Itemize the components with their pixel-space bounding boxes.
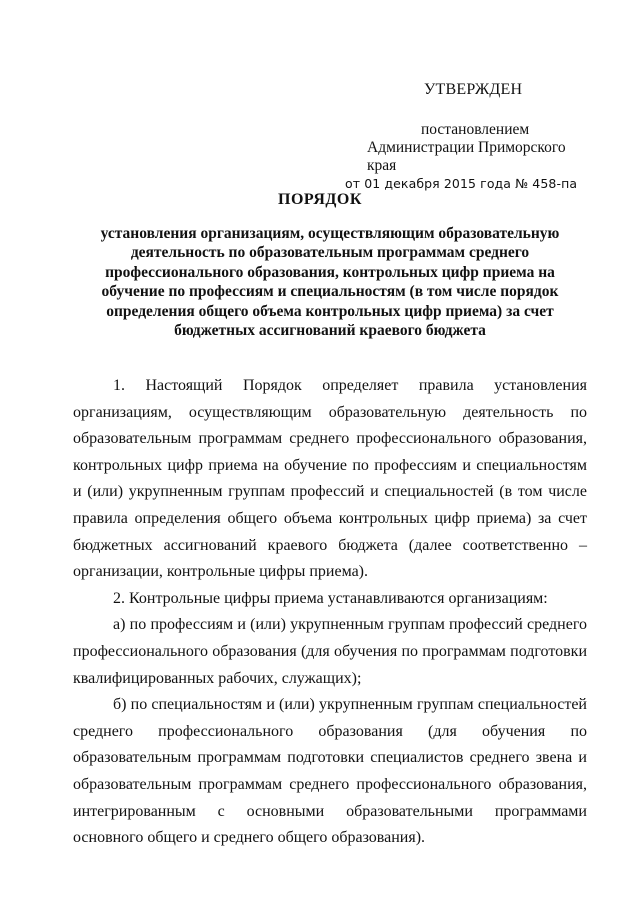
decree-line-1: постановлением bbox=[421, 121, 530, 138]
document-subtitle: установления организациям, осуществляющим образовательную деятельность по образовательным программам среднего профессионального образования, контрольных цифр приема на обучение по профессиям и специальностям (в том числе порядок определения общего объема контрольных цифр приема) за счет бюджетных ассигнований краевого бюджета bbox=[100, 225, 560, 340]
document-title: ПОРЯДОК bbox=[278, 191, 362, 208]
approval-decree-block bbox=[345, 121, 585, 193]
document-body bbox=[73, 373, 587, 852]
paragraph-2b: б) по специальностям и (или) укрупненным группам специальностей среднего профессионального образования (для обучения по образовательным программам подготовки специалистов среднего звена и образовательным программам среднего профессионального образования, интегрированным с основными образовательными программами основного общего и среднего общего образования). bbox=[73, 696, 587, 847]
paragraph-1: 1. Настоящий Порядок определяет правила установления организациям, осуществляющим образовательную деятельность по образовательным программам среднего профессионального образования, контрольных цифр приема на обучение по профессиям и специальностям и (или) укрупненным группам профессий и специальностей (в том числе правила определения общего объема контрольных цифр приема) за счет бюджетных ассигнований краевого бюджета (далее соответственно – организации, контрольные цифры приема). bbox=[73, 377, 587, 581]
decree-line-2: Администрации Приморского края bbox=[367, 139, 566, 174]
paragraph-2a: а) по профессиям и (или) укрупненным группам профессий среднего профессионального образования (для обучения по программам подготовки квалифицированных рабочих, служащих); bbox=[73, 616, 587, 687]
approval-stamp: УТВЕРЖДЕН bbox=[424, 81, 523, 98]
decree-date-number: от 01 декабря 2015 года № 458-па bbox=[345, 176, 578, 191]
paragraph-2: 2. Контрольные цифры приема устанавливаются организациям: bbox=[113, 589, 548, 607]
